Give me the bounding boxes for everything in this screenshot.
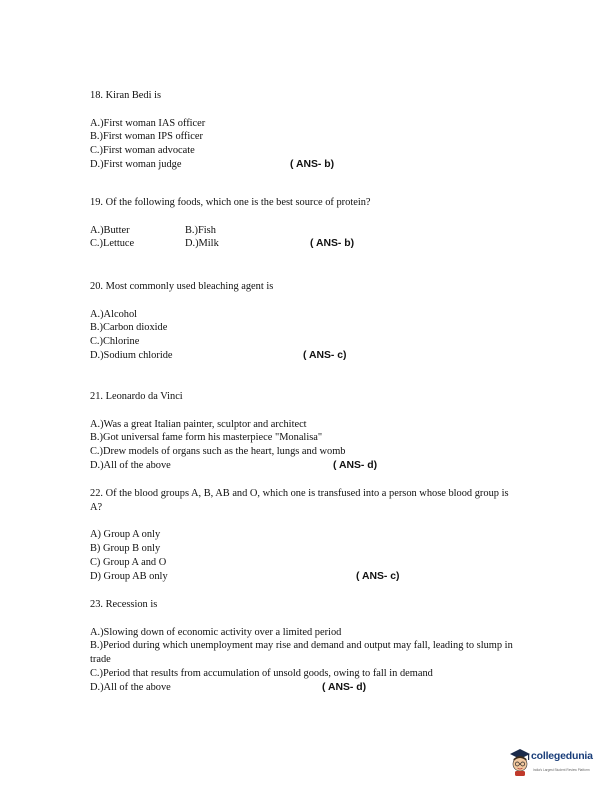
question-23 xyxy=(90,598,535,695)
option-d: D.)Milk xyxy=(185,238,219,250)
question-text: 19. Of the following foods, which one is the best source of protein? xyxy=(90,197,371,208)
question-19 xyxy=(90,196,530,251)
question-text: 20. Most commonly used bleaching agent is xyxy=(90,281,274,292)
question-21 xyxy=(90,390,530,473)
option-b: B.)Fish xyxy=(185,224,216,236)
option-d: D) Group AB only xyxy=(90,570,168,582)
answer-label: ( ANS- c) xyxy=(303,350,347,361)
collegedunia-logo xyxy=(509,747,609,781)
option-b: B.)Period during which unemployment may rise and demand and output may fall, leading to slump in trade xyxy=(90,640,513,666)
option-d: D.)Sodium chloride xyxy=(90,349,173,361)
question-text: 22. Of the blood groups A, B, AB and O, which one is transfused into a person whose blood group is A? xyxy=(90,488,509,513)
option-b: B) Group B only xyxy=(90,543,161,555)
option-d: D.)All of the above xyxy=(90,459,171,471)
option-a: A.)Butter xyxy=(90,224,130,236)
question-20 xyxy=(90,280,530,363)
option-a: A.)Slowing down of economic activity over a limited period xyxy=(90,626,342,638)
logo-tagline: India's Largest Student Review Platform xyxy=(533,768,590,772)
question-text: 18. Kiran Bedi is xyxy=(90,90,162,101)
option-c: C.)Chlorine xyxy=(90,336,140,348)
question-22 xyxy=(90,487,515,584)
answer-label: ( ANS- c) xyxy=(356,571,400,582)
option-c: C) Group A and O xyxy=(90,556,167,568)
option-b: B.)Got universal fame form his masterpiece "Monalisa" xyxy=(90,432,323,444)
option-c: C.)Lettuce xyxy=(90,238,135,250)
option-a: A.)Alcohol xyxy=(90,308,138,320)
option-c: C.)First woman advocate xyxy=(90,145,195,157)
option-c: C.)Drew models of organs such as the heart, lungs and womb xyxy=(90,446,346,458)
option-c: C.)Period that results from accumulation of unsold goods, owing to fall in demand xyxy=(90,667,433,679)
option-b: B.)First woman IPS officer xyxy=(90,131,203,143)
answer-label: ( ANS- b) xyxy=(290,159,335,170)
option-a: A.)Was a great Italian painter, sculptor and architect xyxy=(90,418,307,430)
option-a: A) Group A only xyxy=(90,529,161,541)
answer-label: ( ANS- d) xyxy=(333,460,378,471)
question-text: 21. Leonardo da Vinci xyxy=(90,391,183,402)
option-a: A.)First woman IAS officer xyxy=(90,117,206,129)
question-18 xyxy=(90,89,530,172)
graduate-mascot-icon xyxy=(509,747,531,777)
option-d: D.)All of the above xyxy=(90,681,171,693)
option-d: D.)First woman judge xyxy=(90,158,182,170)
logo-wordmark: collegedunia xyxy=(531,750,593,762)
option-b: B.)Carbon dioxide xyxy=(90,322,168,334)
answer-label: ( ANS- d) xyxy=(322,682,367,693)
question-text: 23. Recession is xyxy=(90,599,158,610)
answer-label: ( ANS- b) xyxy=(310,238,355,249)
